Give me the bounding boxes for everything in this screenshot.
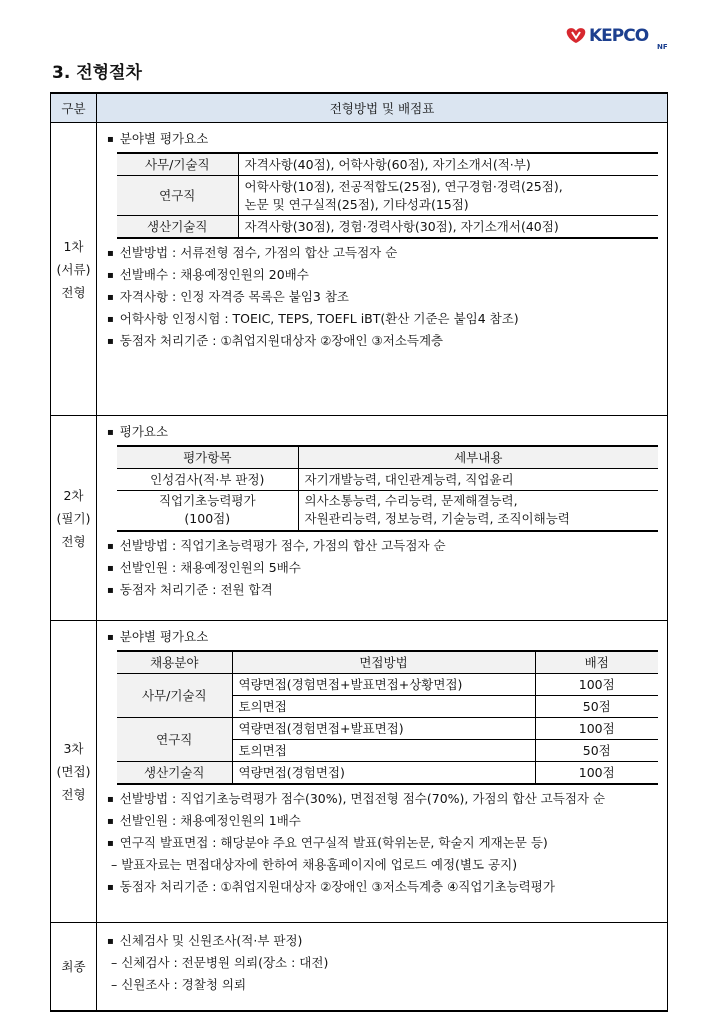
eval-item: 인성검사(적·부 판정) bbox=[117, 469, 298, 491]
list-item: ▪ 신체검사 및 신원조사(적·부 판정) bbox=[107, 930, 657, 952]
stage3-label: 3차 (면접) 전형 bbox=[51, 621, 97, 923]
interview-method: 역량면접(경험면접) bbox=[232, 762, 535, 785]
column-header: 채용분야 bbox=[117, 651, 232, 674]
header-category: 구분 bbox=[51, 93, 97, 123]
stage2-intro: ▪ 평가요소 bbox=[107, 421, 657, 443]
list-item: ▪ 어학사항 인정시험 : TOEIC, TEPS, TOEFL iBT(환산 기준은 붙임4 참조) bbox=[107, 308, 657, 330]
column-header: 평가항목 bbox=[117, 446, 298, 469]
field-label: 사무/기술직 bbox=[117, 153, 238, 176]
field-items: 어학사항(10점), 전공적합도(25점), 연구경험·경력(25점), 논문 및 연구실적(25점), 기타성과(15점) bbox=[238, 176, 658, 216]
kepco-logo-icon bbox=[563, 22, 675, 50]
stage1-row bbox=[51, 123, 668, 416]
column-header: 면접방법 bbox=[232, 651, 535, 674]
field-items: 자격사항(30점), 경험·경력사항(30점), 자기소개서(40점) bbox=[238, 216, 658, 239]
field-label: 사무/기술직 bbox=[117, 674, 232, 718]
table-row bbox=[117, 446, 658, 469]
stage1-eval-table bbox=[117, 152, 658, 239]
interview-score: 50점 bbox=[535, 740, 658, 762]
list-subitem: – 신체검사 : 전문병원 의뢰(장소 : 대전) bbox=[111, 955, 329, 970]
field-label: 생산기술직 bbox=[117, 762, 232, 785]
stage1-label: 1차 (서류) 전형 bbox=[51, 123, 97, 416]
final-content bbox=[97, 923, 668, 1011]
list-subitem: – 신원조사 : 경찰청 의뢰 bbox=[111, 977, 247, 992]
list-subitem: – 발표자료는 면접대상자에 한하여 채용홈페이지에 업로드 예정(별도 공지) bbox=[111, 857, 518, 872]
table-row bbox=[117, 153, 658, 176]
stage2-row bbox=[51, 416, 668, 621]
table-row bbox=[117, 762, 658, 785]
interview-method: 역량면접(경험면접+발표면접+상황면접) bbox=[232, 674, 535, 696]
logo-sub-text: NF bbox=[657, 43, 668, 50]
list-item: ▪ 연구직 발표면접 : 해당분야 주요 연구실적 발표(학위논문, 학술지 게재논문 등) bbox=[107, 832, 657, 854]
eval-item: 직업기초능력평가 (100점) bbox=[117, 491, 298, 531]
table-row bbox=[117, 718, 658, 740]
interview-method: 토의면접 bbox=[232, 740, 535, 762]
list-item: ▪ 선발방법 : 서류전형 점수, 가점의 합산 고득점자 순 bbox=[107, 242, 657, 264]
stage2-eval-table bbox=[117, 445, 658, 532]
kepco-nf-logo bbox=[563, 22, 675, 50]
interview-method: 토의면접 bbox=[232, 696, 535, 718]
final-row bbox=[51, 923, 668, 1011]
eval-detail: 자기개발능력, 대인관계능력, 직업윤리 bbox=[298, 469, 658, 491]
table-row bbox=[117, 491, 658, 531]
list-item: ▪ 선발인원 : 채용예정인원의 1배수 bbox=[107, 810, 657, 832]
header-method: 전형방법 및 배점표 bbox=[97, 93, 668, 123]
table-row bbox=[117, 176, 658, 216]
table-header-row bbox=[51, 93, 668, 123]
field-label: 연구직 bbox=[117, 176, 238, 216]
procedure-table bbox=[50, 92, 668, 1012]
field-label: 연구직 bbox=[117, 718, 232, 762]
interview-method: 역량면접(경험면접+발표면접) bbox=[232, 718, 535, 740]
field-label: 생산기술직 bbox=[117, 216, 238, 239]
stage3-content bbox=[97, 621, 668, 923]
stage3-row bbox=[51, 621, 668, 923]
stage1-content bbox=[97, 123, 668, 416]
column-header: 세부내용 bbox=[298, 446, 658, 469]
list-item: ▪ 선발방법 : 직업기초능력평가 점수(30%), 면접전형 점수(70%), 가점의 합산 고득점자 순 bbox=[107, 788, 657, 810]
list-item: ▪ 선발배수 : 채용예정인원의 20배수 bbox=[107, 264, 657, 286]
interview-score: 100점 bbox=[535, 718, 658, 740]
table-row bbox=[117, 469, 658, 491]
eval-detail: 의사소통능력, 수리능력, 문제해결능력, 자원관리능력, 정보능력, 기술능력, 조직이해능력 bbox=[298, 491, 658, 531]
table-row bbox=[117, 674, 658, 696]
final-label: 최종 bbox=[51, 923, 97, 1011]
table-row bbox=[117, 216, 658, 239]
field-items: 자격사항(40점), 어학사항(60점), 자기소개서(적·부) bbox=[238, 153, 658, 176]
interview-score: 100점 bbox=[535, 674, 658, 696]
interview-score: 100점 bbox=[535, 762, 658, 785]
interview-score: 50점 bbox=[535, 696, 658, 718]
stage3-interview-table bbox=[117, 650, 658, 785]
stage3-intro: ▪ 분야별 평가요소 bbox=[107, 626, 657, 648]
table-row bbox=[117, 651, 658, 674]
stage2-label: 2차 (필기) 전형 bbox=[51, 416, 97, 621]
column-header: 배점 bbox=[535, 651, 658, 674]
list-item: ▪ 자격사항 : 인정 자격증 목록은 붙임3 참조 bbox=[107, 286, 657, 308]
list-item: ▪ 동점자 처리기준 : ①취업지원대상자 ②장애인 ③저소득계층 bbox=[107, 330, 657, 352]
stage2-content bbox=[97, 416, 668, 621]
list-item: ▪ 동점자 처리기준 : ①취업지원대상자 ②장애인 ③저소득계층 ④직업기초능력평가 bbox=[107, 876, 657, 898]
section-title: 3. 전형절차 bbox=[52, 63, 142, 83]
list-item: ▪ 선발인원 : 채용예정인원의 5배수 bbox=[107, 557, 657, 579]
logo-text: KEPCO bbox=[589, 26, 649, 46]
list-item: ▪ 선발방법 : 직업기초능력평가 점수, 가점의 합산 고득점자 순 bbox=[107, 535, 657, 557]
stage1-intro: ▪ 분야별 평가요소 bbox=[107, 128, 657, 150]
list-item: ▪ 동점자 처리기준 : 전원 합격 bbox=[107, 579, 657, 601]
